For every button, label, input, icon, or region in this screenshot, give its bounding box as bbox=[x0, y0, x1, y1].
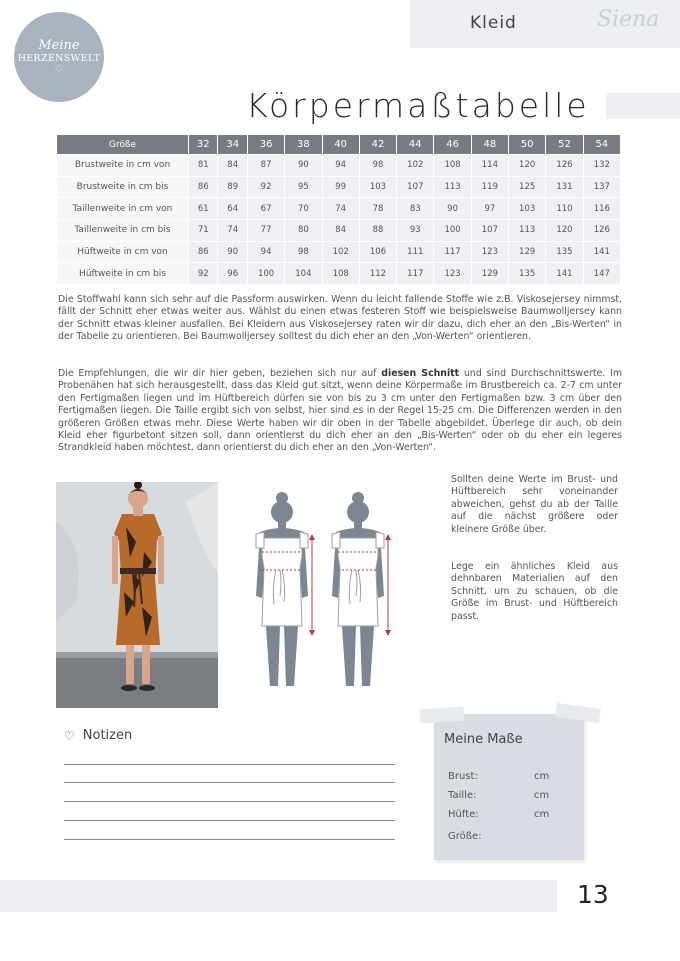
notes-heading bbox=[64, 728, 132, 743]
table-cell: 103 bbox=[509, 198, 545, 219]
measurement-figures bbox=[242, 486, 412, 696]
table-cell: 88 bbox=[360, 220, 396, 241]
recommendation-paragraph bbox=[58, 368, 622, 455]
table-cell: 120 bbox=[546, 220, 582, 241]
table-row bbox=[57, 220, 620, 241]
table-cell: 89 bbox=[218, 177, 246, 198]
size-header-cell: 42 bbox=[360, 135, 396, 154]
table-row bbox=[57, 263, 620, 284]
table-cell: 125 bbox=[509, 177, 545, 198]
row-label: Hüftweite in cm bis bbox=[57, 263, 188, 284]
table-cell: 93 bbox=[397, 220, 433, 241]
table-cell: 100 bbox=[248, 263, 284, 284]
recommendation-emphasis: diesen Schnitt bbox=[381, 368, 460, 379]
table-cell: 94 bbox=[248, 242, 284, 263]
table-cell: 108 bbox=[323, 263, 359, 284]
heart-outline-icon: ♡ bbox=[64, 728, 75, 743]
table-cell: 84 bbox=[323, 220, 359, 241]
table-cell: 87 bbox=[248, 155, 284, 176]
table-cell: 98 bbox=[285, 242, 321, 263]
footer-bar bbox=[0, 880, 557, 912]
size-header-cell: 32 bbox=[189, 135, 217, 154]
table-cell: 120 bbox=[509, 155, 545, 176]
table-cell: 77 bbox=[248, 220, 284, 241]
row-label: Brustweite in cm von bbox=[57, 155, 188, 176]
table-cell: 110 bbox=[546, 198, 582, 219]
logo-wordmark: HERZENSWELT bbox=[17, 53, 101, 64]
size-table-header bbox=[57, 135, 620, 154]
table-cell: 94 bbox=[323, 155, 359, 176]
notes-title: Notizen bbox=[82, 728, 133, 743]
page-number: 13 bbox=[577, 880, 609, 909]
table-cell: 86 bbox=[189, 242, 217, 263]
measure-unit-chest[interactable]: cm bbox=[534, 771, 550, 782]
measure-label-size: Größe: bbox=[448, 831, 482, 842]
side-note-deviation: Sollten deine Werte im Brust- und Hüftbereich sehr voneinander abweichen, gehst du ab der Taille auf die nächst größere oder kleinere Größe über. bbox=[451, 474, 618, 535]
size-header-cell: 48 bbox=[472, 135, 508, 154]
size-header-cell: 52 bbox=[546, 135, 582, 154]
table-cell: 95 bbox=[285, 177, 321, 198]
table-row bbox=[57, 198, 620, 219]
table-cell: 104 bbox=[285, 263, 321, 284]
notes-line[interactable] bbox=[64, 839, 395, 840]
table-cell: 97 bbox=[472, 198, 508, 219]
table-cell: 90 bbox=[218, 242, 246, 263]
measure-label-waist: Taille: bbox=[448, 790, 477, 801]
table-cell: 126 bbox=[546, 155, 582, 176]
row-label: Hüftweite in cm von bbox=[57, 242, 188, 263]
table-cell: 141 bbox=[584, 242, 620, 263]
logo-script-text: Meine bbox=[38, 38, 80, 53]
size-header-cell: 46 bbox=[434, 135, 470, 154]
table-cell: 108 bbox=[434, 155, 470, 176]
table-cell: 100 bbox=[434, 220, 470, 241]
table-cell: 119 bbox=[472, 177, 508, 198]
table-cell: 129 bbox=[472, 263, 508, 284]
table-cell: 84 bbox=[218, 155, 246, 176]
table-cell: 107 bbox=[397, 177, 433, 198]
table-cell: 99 bbox=[323, 177, 359, 198]
notes-line[interactable] bbox=[64, 764, 395, 765]
table-cell: 117 bbox=[434, 242, 470, 263]
table-cell: 123 bbox=[472, 242, 508, 263]
page-title: Körpermaßtabelle bbox=[246, 86, 590, 125]
row-label: Brustweite in cm bis bbox=[57, 177, 188, 198]
header-bar bbox=[410, 0, 680, 48]
table-cell: 70 bbox=[285, 198, 321, 219]
table-cell: 147 bbox=[584, 263, 620, 284]
row-label: Taillenweite in cm bis bbox=[57, 220, 188, 241]
size-header-cell: 44 bbox=[397, 135, 433, 154]
table-cell: 107 bbox=[472, 220, 508, 241]
notes-line[interactable] bbox=[64, 820, 395, 821]
measure-label-chest: Brust: bbox=[448, 771, 478, 782]
table-cell: 74 bbox=[323, 198, 359, 219]
card-title: Meine Maße bbox=[444, 732, 523, 747]
brand-logo bbox=[14, 12, 104, 102]
size-table-body bbox=[57, 155, 620, 284]
table-cell: 98 bbox=[360, 155, 396, 176]
table-cell: 126 bbox=[584, 220, 620, 241]
notes-line[interactable] bbox=[64, 782, 395, 783]
pattern-name: Siena bbox=[597, 7, 660, 32]
table-cell: 71 bbox=[189, 220, 217, 241]
measure-unit-hip[interactable]: cm bbox=[534, 809, 550, 820]
size-header-cell: 54 bbox=[584, 135, 620, 154]
table-cell: 132 bbox=[584, 155, 620, 176]
table-cell: 102 bbox=[323, 242, 359, 263]
table-cell: 90 bbox=[285, 155, 321, 176]
recommendation-text-end: und sind Durchschnittswerte. Im Probenähen hat sich herausgestellt, dass das Kleid gut sitzt, wenn deine Körpermaße im Brustbereich ca. 2-7 cm unter den Fertigmaßen liegen und im Hüftbereich dürfen sie von bis zu 3 cm unter den Fertigmaßen bzw. 3 cm über den Fertigmaßen liegen. Die Taille ergibt sich von selbst, hier sind es in der Regel 15-25 cm. Die Differenzen werden in den größeren Größen etwas mehr. Diese Werte haben wir dir oben in der Tabelle abgebildet. Überlege dir auch, ob dein Kleid eher figurbetont sitzen soll, dann orientierst du dich eher an den „Bis-Werten“ oder ob du eher ein legeres Strandkleid haben möchtest, dann orientierst du dich eher an den „Von-Werten“. bbox=[58, 368, 622, 454]
measure-unit-waist[interactable]: cm bbox=[534, 790, 550, 801]
table-cell: 117 bbox=[397, 263, 433, 284]
table-cell: 92 bbox=[189, 263, 217, 284]
table-cell: 86 bbox=[189, 177, 217, 198]
fabric-paragraph: Die Stoffwahl kann sich sehr auf die Passform auswirken. Wenn du leicht fallende Stoffe wie z.B. Viskosejersey nimmst, fällt der Schnitt eher etwas weiter aus. Wählst du einen etwas festeren Stoff wie beispielsweise Baumwolljersey kann der Schnitt etwas kleiner ausfallen. Bei Kleidern aus Viskosejersey raten wir dir dazu, dich eher an den „Bis-Werten“ in der Tabelle zu orientieren. Bei Baumwolljersey solltest du dich eher an den „Von-Werten“ orientieren. bbox=[58, 294, 622, 343]
table-row bbox=[57, 155, 620, 176]
table-cell: 129 bbox=[509, 242, 545, 263]
table-cell: 113 bbox=[434, 177, 470, 198]
recommendation-text-start: Die Empfehlungen, die wir dir hier geben, beziehen sich nur auf bbox=[58, 368, 382, 379]
side-note-compare: Lege ein ähnliches Kleid aus dehnbaren Materialien auf den Schnitt, um zu schauen, ob die Größe im Brust- und Hüftbereich passt. bbox=[451, 561, 618, 622]
table-cell: 116 bbox=[584, 198, 620, 219]
table-cell: 102 bbox=[397, 155, 433, 176]
table-cell: 83 bbox=[397, 198, 433, 219]
size-header-cell: 40 bbox=[323, 135, 359, 154]
table-cell: 141 bbox=[546, 263, 582, 284]
table-cell: 135 bbox=[509, 263, 545, 284]
table-cell: 114 bbox=[472, 155, 508, 176]
category-label: Kleid bbox=[470, 13, 517, 33]
table-cell: 131 bbox=[546, 177, 582, 198]
measure-label-hip: Hüfte: bbox=[448, 809, 479, 820]
size-header-cell: 50 bbox=[509, 135, 545, 154]
table-cell: 103 bbox=[360, 177, 396, 198]
size-header-cell: 36 bbox=[248, 135, 284, 154]
size-header-label: Größe bbox=[57, 135, 188, 154]
heart-icon: ♡ bbox=[54, 64, 64, 75]
row-label: Taillenweite in cm von bbox=[57, 198, 188, 219]
table-cell: 64 bbox=[218, 198, 246, 219]
table-row bbox=[57, 242, 620, 263]
table-cell: 81 bbox=[189, 155, 217, 176]
table-cell: 111 bbox=[397, 242, 433, 263]
table-cell: 112 bbox=[360, 263, 396, 284]
size-header-cell: 34 bbox=[218, 135, 246, 154]
model-photo-illustration bbox=[56, 482, 218, 708]
table-cell: 96 bbox=[218, 263, 246, 284]
measurement-figures-illustration bbox=[242, 486, 412, 696]
title-accent-bar bbox=[606, 93, 680, 119]
table-cell: 67 bbox=[248, 198, 284, 219]
table-cell: 74 bbox=[218, 220, 246, 241]
table-cell: 137 bbox=[584, 177, 620, 198]
table-cell: 61 bbox=[189, 198, 217, 219]
model-photo bbox=[56, 482, 218, 708]
table-cell: 92 bbox=[248, 177, 284, 198]
table-row bbox=[57, 177, 620, 198]
table-cell: 123 bbox=[434, 263, 470, 284]
table-cell: 90 bbox=[434, 198, 470, 219]
table-cell: 113 bbox=[509, 220, 545, 241]
table-cell: 106 bbox=[360, 242, 396, 263]
notes-line[interactable] bbox=[64, 801, 395, 802]
my-measurements-card bbox=[434, 714, 584, 860]
table-cell: 135 bbox=[546, 242, 582, 263]
size-header-cell: 38 bbox=[285, 135, 321, 154]
size-table bbox=[56, 134, 621, 285]
table-cell: 78 bbox=[360, 198, 396, 219]
table-cell: 80 bbox=[285, 220, 321, 241]
